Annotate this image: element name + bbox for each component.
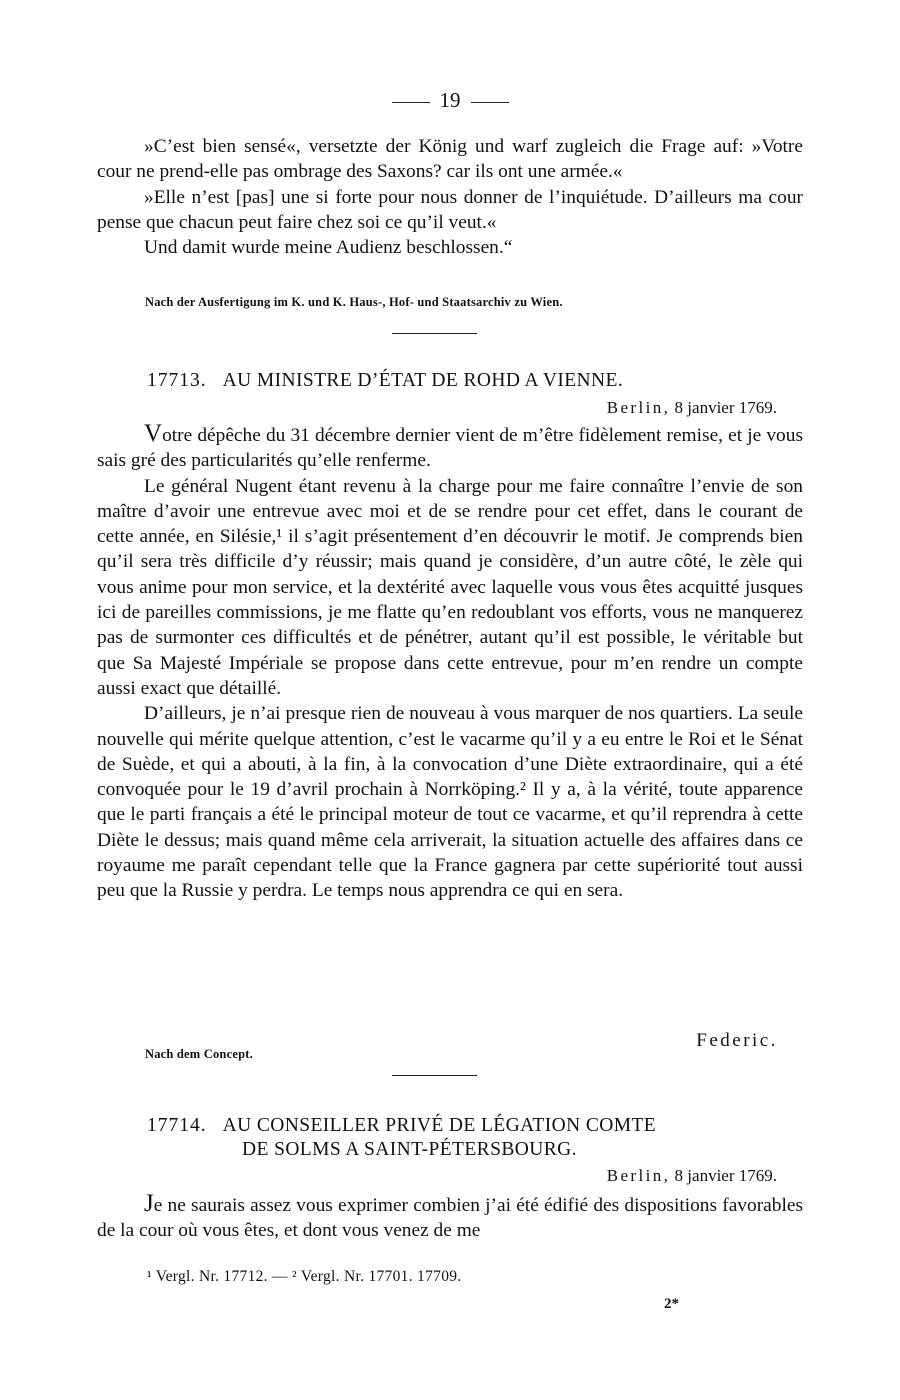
initial-letter: V xyxy=(144,420,163,447)
letter-number: 17714. xyxy=(147,1115,207,1136)
paragraph: Le général Nugent étant revenu à la charge pour me faire connaître l’envie de son maître d’avoir une entrevue avec moi et de se rendre pour cet effet, dans le courant de cette année, en Silésie,¹ il s’agit présentement d’en découvrir le motif. Je comprends bien qu’il sera très difficile d’y réussir; mais quand je considère, d’un autre côté, le zèle qui vous anime pour mon service, et la dextérité avec laquelle vous vous êtes acquitté jusques ici de pareilles commissions, je me flatte qu’en redoublant vos efforts, vous ne manquerez pas de surmonter ces difficultés et de pénétrer, autant qu’il est possible, le véritable but que Sa Majesté Impériale se propose dans cette entrevue, pour m’en rendre un compte aussi exact que détaillé. xyxy=(97,475,803,699)
paragraph-text: otre dépêche du 31 décembre dernier vient de m’être fidèlement remise, et je vous sais gré des particularités qu’elle renferme. xyxy=(97,425,803,472)
page-number-dash-right xyxy=(471,102,509,103)
dateline-date: 8 janvier 1769. xyxy=(674,1166,777,1185)
paragraph: »C’est bien sensé«, versetzte der König und warf zugleich die Frage auf: »Votre cour ne prend-elle pas ombrage des Saxons? car ils ont une armée.« xyxy=(97,136,803,183)
dateline-date: 8 janvier 1769. xyxy=(674,398,777,417)
dateline-place: Berlin, xyxy=(606,398,671,417)
initial-letter: J xyxy=(144,1190,154,1217)
page-number-value: 19 xyxy=(439,88,461,112)
signature-mark: 2* xyxy=(664,1296,679,1312)
paragraph: D’ailleurs, je n’ai presque rien de nouveau à vous marquer de nos quartiers. La seule nouvelle qui mérite quelque attention, c’est le vacarme qu’il y a eu entre le Roi et le Sénat de Suède, et qui a abouti, à la fin, à la convocation d’une Diète extraordinaire, qui a été convoquée pour le 19 d’avril prochain à Norrköping.² Il y a, à la vérité, toute apparence que le parti français a été le principal moteur de tout ce vacarme, et qu’il reprendra à cette Diète le dessus; mais quand même cela arriverait, la situation actuelle des affaires dans ce royaume me paraît cependant telle que la France gagnera par cette supériorité tout aussi peu que la Russie y perdra. Le temps nous apprendra ce qui en sera. xyxy=(97,703,803,902)
continued-text xyxy=(97,134,803,260)
separator-rule xyxy=(392,333,477,334)
source-note: Nach dem Concept. xyxy=(145,1047,253,1061)
letter-heading xyxy=(147,1114,787,1162)
paragraph xyxy=(97,1190,803,1244)
page-number-dash-left xyxy=(392,102,430,103)
letter-heading xyxy=(147,369,787,393)
paragraph: Und damit wurde meine Audienz beschlossen.“ xyxy=(144,237,513,259)
separator-rule xyxy=(392,1075,477,1076)
dateline xyxy=(607,1166,777,1186)
dateline-place: Berlin, xyxy=(606,1166,671,1185)
paragraph xyxy=(97,420,803,474)
source-note: Nach der Ausfertigung im K. und K. Haus-, Hof- und Staatsarchiv zu Wien. xyxy=(145,295,563,309)
letter-number: 17713. xyxy=(147,370,207,391)
paragraph: »Elle n’est [pas] une si forte pour nous donner de l’inquiétude. D’ailleurs ma cour pense que chacun peut faire chez soi ce qu’il veut.« xyxy=(97,186,803,233)
dateline xyxy=(607,398,777,418)
letter-title-continued: DE SOLMS A SAINT-PÉTERSBOURG. xyxy=(242,1139,577,1160)
letter-title: AU MINISTRE D’ÉTAT DE ROHD A VIENNE. xyxy=(222,370,624,391)
signature: Federic. xyxy=(696,1030,778,1051)
footnotes: ¹ Vergl. Nr. 17712. — ² Vergl. Nr. 17701. 17709. xyxy=(147,1268,462,1285)
letter-title: AU CONSEILLER PRIVÉ DE LÉGATION COMTE xyxy=(222,1115,657,1136)
page-number xyxy=(0,88,900,113)
paragraph-text: e ne saurais assez vous exprimer combien j’ai été édifié des dispositions favorables de la cour où vous êtes, et dont vous venez de me xyxy=(97,1195,803,1242)
letter-body xyxy=(97,1190,803,1244)
letter-body xyxy=(97,420,803,904)
